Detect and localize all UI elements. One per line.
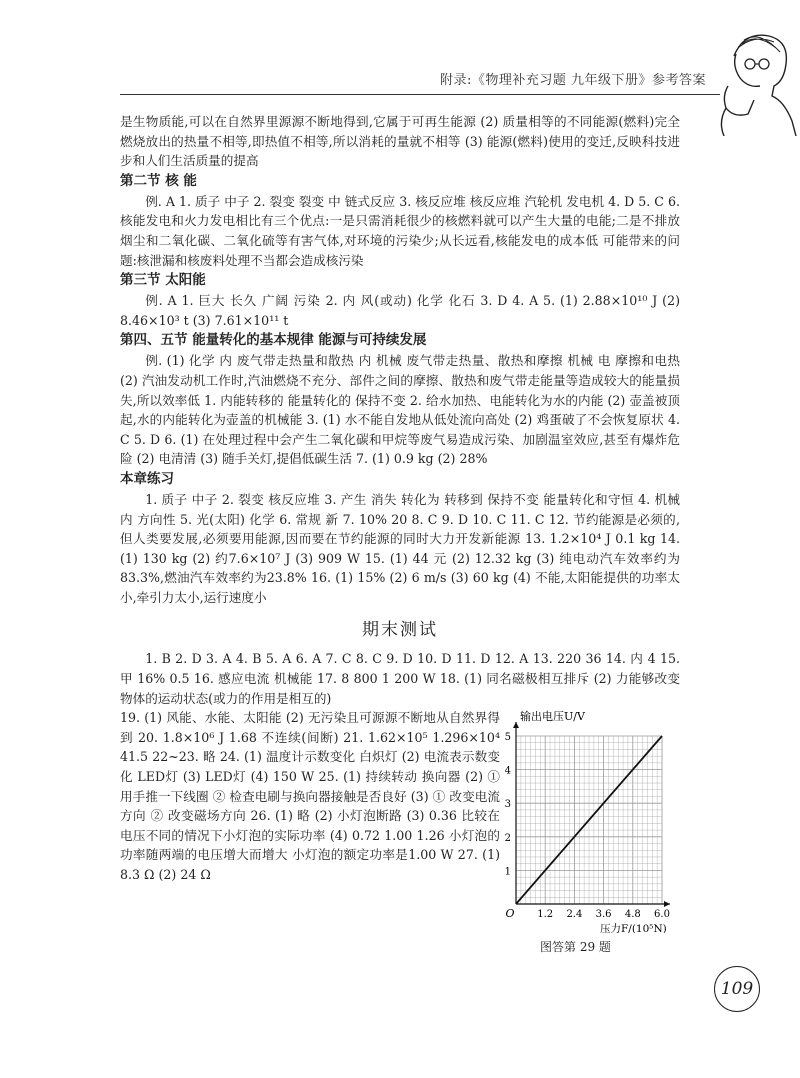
exam-answers-top: 1. B 2. D 3. A 4. B 5. A 6. A 7. C 8. C 9. D 10. D 11. D 12. A 13. 220 36 14. 内 4 15. 甲 16% 0.5 16. 感应电流 机械能 17. 8 800 1 200 W 18. (1) 同名磁极相互排斥 (2) 力能够改变物体的运动状态(或力的作用是相互的) bbox=[120, 651, 680, 706]
x-axis-arrow-icon bbox=[664, 901, 670, 907]
section-body-solar: 例. A 1. 巨大 长久 广阔 污染 2. 内 风(或动) 化学 化石 3. D 4. A 5. (1) 2.88×10¹⁰ J (2) 8.46×10³ t (3) 7.61×10¹¹ t bbox=[120, 293, 680, 328]
y-tick-label: 2 bbox=[504, 833, 511, 845]
figure-29 bbox=[500, 708, 680, 958]
y-axis-arrow-icon bbox=[513, 722, 519, 728]
x-tick-label: 1.2 bbox=[537, 909, 554, 921]
section-title-energy: 第四、五节 能量转化的基本规律 能源与可持续发展 bbox=[120, 332, 427, 349]
section-title-solar: 第三节 太阳能 bbox=[120, 272, 206, 289]
exam-answers-column-text: 19. (1) 风能、水能、太阳能 (2) 无污染且可源源不断地从自然界得到 20. 1.8×10⁶ J 1.68 不连续(间断) 21. 1.62×10⁵ 1.296×10⁴ 41.5 22~23. 略 24. (1) 温度计示数变化 白炽灯 (2) 电流表示数变化 LED灯 (3) LED灯 (4) 150 W 25. (1) 持续转动 换向器 (2) ① 用手推一下线圈 ② 检查电刷与换向器接触是否良好 (3) ① 改变电流方向 ② 改变磁场方向 26. (1) 略 (2) 小灯泡断路 (3) 0.36 比较在电压不同的情况下小灯泡的实际功率 (4) 0.72 1.00 1.26 小灯泡的功率随两端的电压增大而增大 小灯泡的额定功率是1.00 W 27. (1) 8.3 Ω (2) 24 Ω bbox=[120, 710, 500, 882]
voltage-pressure-chart bbox=[500, 708, 680, 933]
y-tick-label: 4 bbox=[504, 765, 511, 777]
header-title: 附录:《物理补充习题 九年级下册》参考答案 bbox=[439, 73, 706, 88]
section-title-nuclear: 第二节 核 能 bbox=[120, 172, 197, 189]
x-tick-label: 6.0 bbox=[654, 909, 670, 921]
figure-caption: 图答第 29 题 bbox=[540, 940, 611, 955]
section-body-energy: 例. (1) 化学 内 废气带走热量和散热 内 机械 废气带走热量、散热和摩擦 机械 电 摩擦和电热 (2) 汽油发动机工作时,汽油燃烧不充分、部件之间的摩擦、散热和废气带走能量等造成较大的能量损失,所以效率低 1. 内能转移的 能量转化的 保持不变 2. 给水加热、电能转化为水的内能 (2) 壶盖被顶起,水的内能转化为壶盖的机械能 3. (1) 水不能自发地从低处流向高处 (2) 鸡蛋破了不会恢复原状 4. C 5. D 6. (1) 在处理过程中会产生二氧化碳和甲烷等废气易造成污染、加剧温室效应,甚至有爆炸危险 (2) 电清清 (3) 随手关灯,提倡低碳生活 7. (1) 0.9 kg (2) 28% bbox=[120, 353, 680, 467]
x-tick-label: 4.8 bbox=[624, 909, 641, 921]
section-body-nuclear: 例. A 1. 质子 中子 2. 裂变 裂变 中 链式反应 3. 核反应堆 核反应堆 汽轮机 发电机 4. D 5. C 6. 核能发电和火力发电相比有三个优点:一是只需消耗很少的核燃料就可以产生大量的电能;二是不排放烟尘和二氧化碳、二氧化硫等有害气体,对环境的污染少;从长远看,核能发电的成本低 可能带来的问题:核泄漏和核废料处理不当都会造成核污染 bbox=[120, 193, 680, 268]
page-header bbox=[120, 50, 720, 95]
origin-label: O bbox=[505, 907, 515, 921]
student-mascot-icon bbox=[714, 26, 800, 136]
exam-answers-column bbox=[120, 708, 500, 884]
page-number: 109 bbox=[714, 966, 760, 1012]
y-tick-label: 3 bbox=[504, 799, 511, 811]
x-tick-label: 2.4 bbox=[566, 909, 583, 921]
exam-bottom-area bbox=[120, 708, 680, 955]
x-axis-label: 压力F/(10⁵N) bbox=[600, 923, 667, 934]
section-title-chapter-practice: 本章练习 bbox=[120, 470, 174, 487]
x-tick-label: 3.6 bbox=[595, 909, 612, 921]
section-continuation: 是生物质能,可以在自然界里源源不断地得到,它属于可再生能源 (2) 质量相等的不同能源(燃料)完全燃烧放出的热量不相等,即热值不相等,所以消耗的量就不相等 (3) 能源(燃料)使用的变迁,反映科技进步和人们生活质量的提高 bbox=[120, 114, 680, 169]
y-tick-label: 5 bbox=[504, 732, 511, 744]
answer-content bbox=[120, 112, 680, 955]
section-body-chapter-practice: 1. 质子 中子 2. 裂变 核反应堆 3. 产生 消失 转化为 转移到 保持不变 能量转化和守恒 4. 机械 内 方向性 5. 光(太阳) 化学 6. 常规 新 7. 10% 20 8. C 9. D 10. C 11. C 12. 节约能源是必须的,但人类要发展,必须要用能源,因而要在节约能源的同时大力开发新能源 13. 1.2×10⁴ J 0.1 kg 14. (1) 130 kg (2) 约7.6×10⁷ J (3) 909 W 15. (1) 44 元 (2) 12.32 kg (3) 纯电动汽车效率约为83.3%,燃油汽车效率约为23.8% 16. (1) 15% (2) 6 m/s (3) 60 kg (4) 不能,太阳能提供的功率太小,牵引力太小,运行速度小 bbox=[120, 491, 680, 605]
y-tick-label: 1 bbox=[504, 866, 511, 878]
y-axis-label: 输出电压U/V bbox=[520, 710, 585, 724]
exam-title: 期末测试 bbox=[362, 620, 438, 641]
